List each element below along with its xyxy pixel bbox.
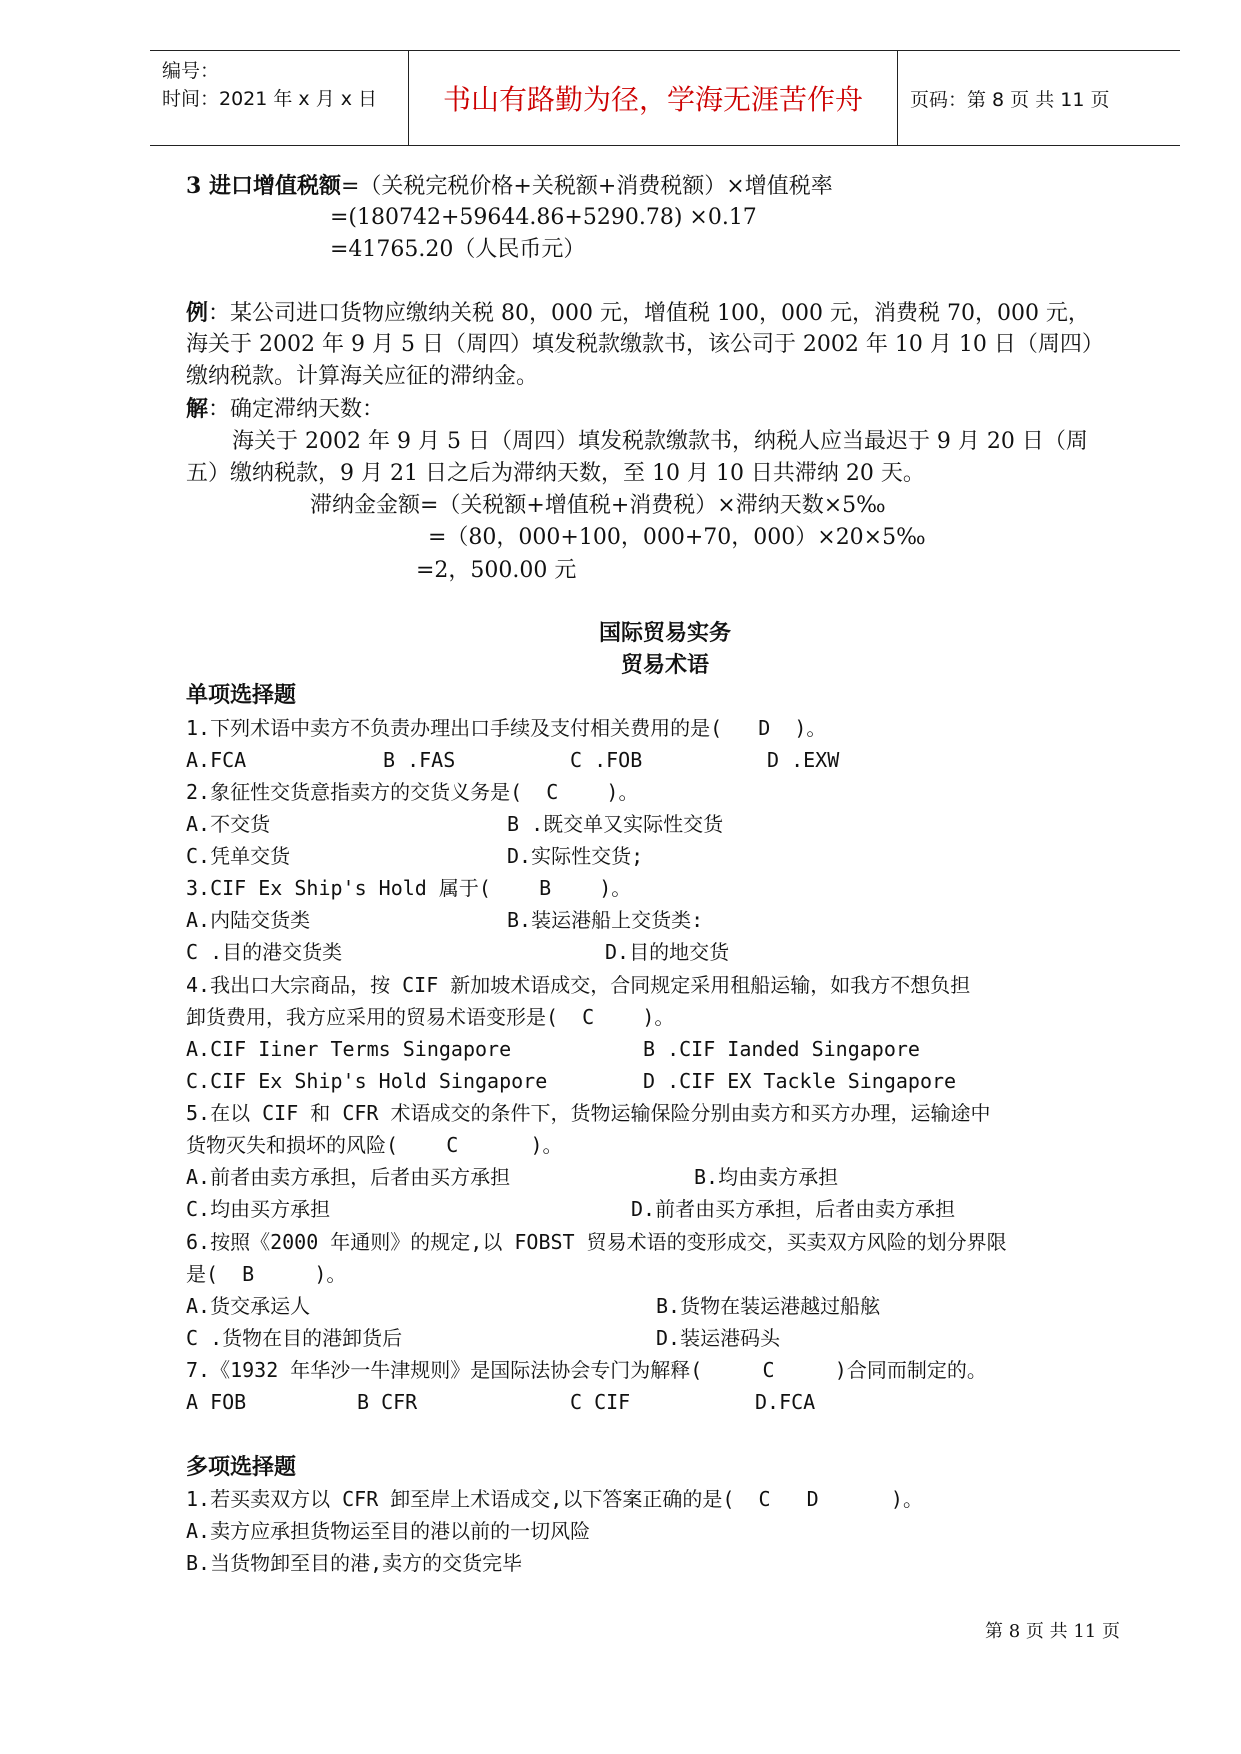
solution-line-4: =（80，000+100，000+70，000）×20×5‰ (428, 525, 926, 550)
q6-option-a: A.货交承运人 (186, 1294, 311, 1318)
q4-option-b: B .CIF Ianded Singapore (643, 1037, 920, 1061)
q2-option-a: A.不交货 (186, 812, 271, 836)
q2-option-d: D.实际性交货; (507, 844, 644, 868)
number-label: 编号： (162, 60, 220, 82)
page-header (150, 50, 1180, 146)
question-6-line-2: 是( B )。 (186, 1262, 347, 1286)
question-5-line-1: 5.在以 CIF 和 CFR 术语成交的条件下，货物运输保险分别由卖方和买方办理，运输途中 (186, 1101, 991, 1125)
section-subtitle: 贸易术语 (620, 652, 709, 678)
question-4-line-2: 卸货费用，我方应采用的贸易术语变形是( C )。 (186, 1005, 675, 1029)
example-text-1: ：某公司进口货物应缴纳关税 80，000 元，增值税 100，000 元，消费税 70，000 元， (208, 301, 1090, 326)
solution-line-2: 五）缴纳税款，9 月 21 日之后为滞纳天数，至 10 月 10 日共滞纳 20 天。 (186, 461, 925, 486)
q6-option-b: B.货物在装运港越过船舷 (656, 1294, 881, 1318)
q4-option-c: C.CIF Ex Ship's Hold Singapore (186, 1069, 548, 1093)
q4-option-a: A.CIF Iiner Terms Singapore (186, 1037, 512, 1061)
q3-option-c: C .目的港交货类 (186, 940, 343, 964)
q6-option-d: D.装运港码头 (656, 1326, 781, 1350)
q6-option-c: C .货物在目的港卸货后 (186, 1326, 403, 1350)
q3-option-a: A.内陆交货类 (186, 908, 311, 932)
time-label: 时间：2021 年 x 月 x 日 (162, 88, 378, 110)
q5-option-c: C.均由买方承担 (186, 1197, 331, 1221)
q3-option-b: B.装运港船上交货类: (507, 908, 704, 932)
calc-heading: 3 进口增值税额 (186, 173, 341, 199)
solution-text: ：确定滞纳天数： (208, 397, 385, 422)
calc-formula: =（关税完税价格+关税额+消费税额）×增值税率 (340, 174, 833, 199)
q7-option-d: D.FCA (755, 1390, 816, 1414)
q1-option-b: B .FAS (383, 748, 456, 772)
example-line-1 (186, 298, 1090, 329)
question-2: 2.象征性交货意指卖方的交货义务是( C )。 (186, 780, 639, 804)
multi-question-1: 1.若买卖双方以 CFR 卸至岸上术语成交,以下答案正确的是( C D )。 (186, 1487, 923, 1511)
solution-line-1: 海关于 2002 年 9 月 5 日（周四）填发税款缴款书，纳税人应当最迟于 9 月 20 日（周 (232, 429, 1088, 454)
q5-option-d: D.前者由买方承担，后者由卖方承担 (631, 1197, 956, 1221)
question-6-line-1: 6.按照《2000 年通则》的规定,以 FOBST 贸易术语的变形成交，买卖双方风险的划分界限 (186, 1230, 1007, 1254)
example-line-2: 海关于 2002 年 9 月 5 日（周四）填发税款缴款书，该公司于 2002 年 10 月 10 日（周四） (186, 332, 1104, 357)
page-footer: 第 8 页 共 11 页 (985, 1621, 1120, 1642)
question-7: 7.《1932 年华沙一牛津规则》是国际法协会专门为解释( C )合同而制定的。 (186, 1358, 987, 1382)
single-choice-heading: 单项选择题 (186, 682, 297, 708)
q5-option-b: B.均由卖方承担 (694, 1165, 839, 1189)
q5-option-a: A.前者由卖方承担，后者由买方承担 (186, 1165, 511, 1189)
header-page-label: 页码：第 8 页 共 11 页 (910, 88, 1110, 111)
q1-option-c: C .FOB (570, 748, 643, 772)
section-title: 国际贸易实务 (598, 620, 731, 646)
q4-option-d: D .CIF EX Tackle Singapore (643, 1069, 957, 1093)
solution-line (186, 394, 384, 425)
q1-option-a: A.FCA (186, 748, 247, 772)
q2-option-c: C.凭单交货 (186, 844, 291, 868)
m1-option-b: B.当货物卸至目的港,卖方的交货完毕 (186, 1551, 523, 1575)
question-1: 1.下列术语中卖方不负责办理出口手续及支付相关费用的是( D )。 (186, 716, 827, 740)
question-3: 3.CIF Ex Ship's Hold 属于( B )。 (186, 876, 632, 900)
solution-label: 解 (186, 396, 209, 422)
header-motto: 书山有路勤为径，学海无涯苦作舟 (408, 51, 898, 145)
header-left (162, 57, 412, 113)
q7-option-a: A FOB (186, 1390, 247, 1414)
calc-line-2: =(180742+59644.86+5290.78) ×0.17 (330, 205, 757, 230)
q7-option-b: B CFR (357, 1390, 418, 1414)
calc-line-3: =41765.20（人民币元） (330, 237, 586, 262)
q3-option-d: D.目的地交货 (605, 940, 730, 964)
q7-option-c: C CIF (570, 1390, 631, 1414)
multi-choice-heading: 多项选择题 (186, 1454, 297, 1480)
m1-option-a: A.卖方应承担货物运至目的港以前的一切风险 (186, 1519, 591, 1543)
question-5-line-2: 货物灭失和损坏的风险( C )。 (186, 1133, 563, 1157)
question-4-line-1: 4.我出口大宗商品，按 CIF 新加坡术语成交，合同规定采用租船运输，如我方不想负担 (186, 973, 971, 997)
solution-line-5: =2，500.00 元 (416, 558, 577, 583)
example-label: 例 (186, 300, 209, 326)
solution-line-3: 滞纳金金额=（关税额+增值税+消费税）×滞纳天数×5‰ (310, 493, 886, 518)
calc-line-1 (186, 171, 833, 202)
q2-option-b: B .既交单又实际性交货 (507, 812, 724, 836)
q1-option-d: D .EXW (767, 748, 840, 772)
example-line-3: 缴纳税款。计算海关应征的滞纳金。 (186, 364, 539, 389)
